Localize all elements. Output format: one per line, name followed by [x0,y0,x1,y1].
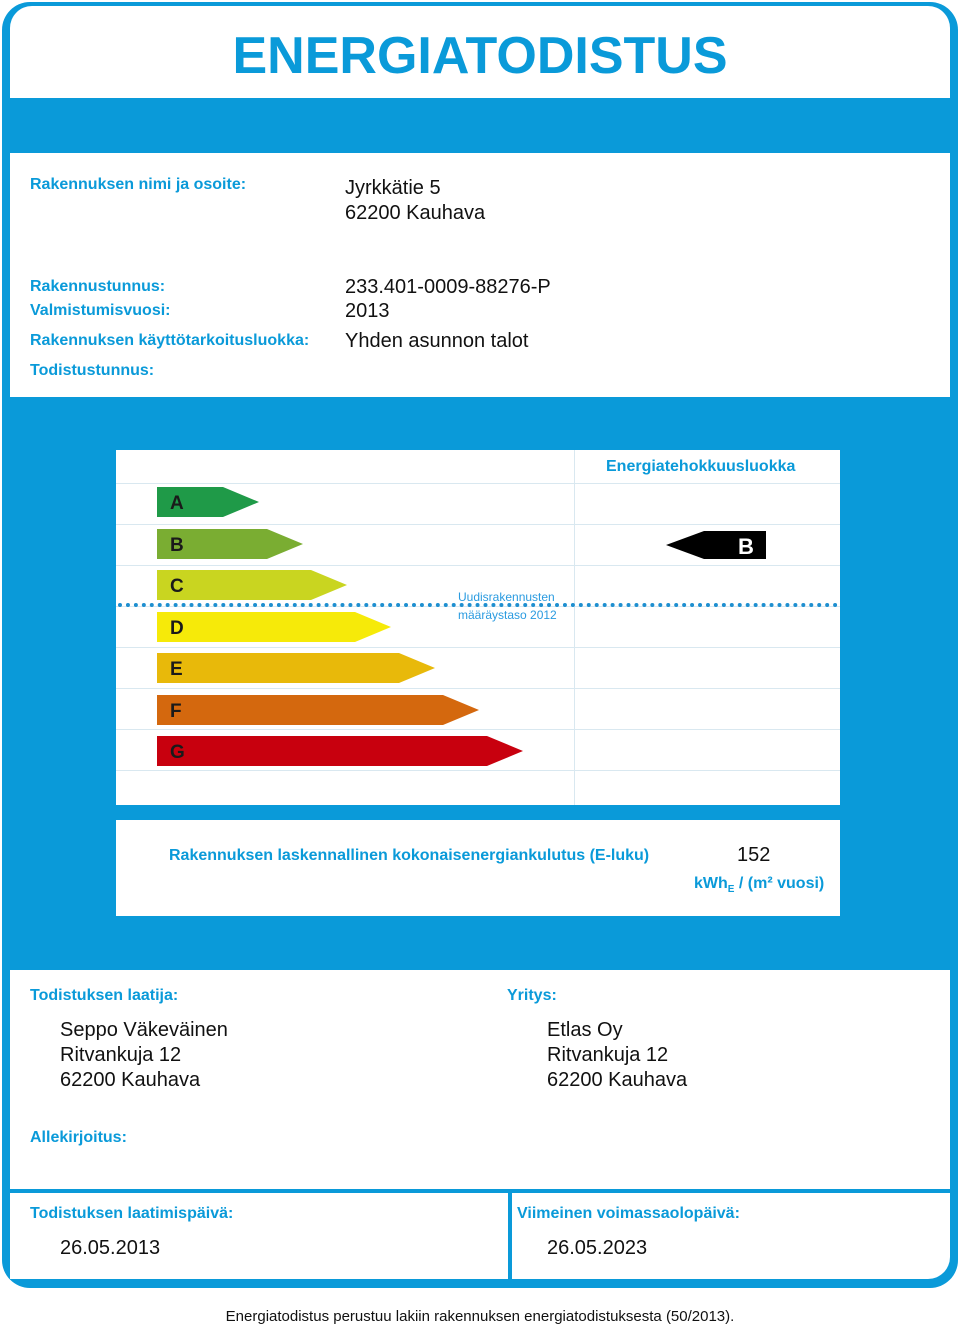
company-label: Yritys: [507,987,557,1004]
company-street: Ritvankuja 12 [547,1044,669,1066]
building-id-value: 233.401-0009-88276-P [345,276,551,298]
regulation-note-2: määräystaso 2012 [458,608,557,622]
unit-sub: E [727,884,735,896]
class-letter: B [170,534,184,556]
grid-divider [574,450,575,805]
class-letter: C [170,576,184,597]
valid-date-label: Viimeinen voimassaolopäivä: [517,1205,740,1222]
regulation-note-1: Uudisrakennusten [458,590,555,604]
class-bar-a [157,487,259,517]
class-bar-g [157,736,523,766]
eluku-label: Rakennuksen laskennallinen kokonaisenergiankulutus (E-luku) [169,847,650,864]
selected-class-letter: B [738,534,754,559]
title-box [10,6,950,98]
use-class-value: Yhden asunnon talot [345,330,529,352]
issued-date-label: Todistuksen laatimispäivä: [30,1205,234,1222]
author-label: Todistuksen laatija: [30,987,179,1004]
eluku-panel [116,820,840,916]
class-letter: G [170,742,185,763]
author-city: 62200 Kauhava [60,1069,201,1091]
class-letter: A [170,493,184,514]
building-id-label: Rakennustunnus: [30,278,166,295]
grid-line [116,647,840,648]
class-bar-b [157,529,303,559]
unit-rest: / (m² vuosi) [734,875,825,892]
class-bar-d [157,612,391,642]
company-city: 62200 Kauhava [547,1069,688,1091]
year-value: 2013 [345,300,390,322]
class-bar-f [157,695,479,725]
grid-line [116,524,840,525]
class-bar-e [157,653,435,683]
page-title: ENERGIATODISTUS [232,27,728,85]
address-line-1: Jyrkkätie 5 [345,177,441,199]
class-letter: E [170,659,183,680]
class-letter: D [170,617,184,639]
grid-line [116,565,840,566]
footer-note: Energiatodistus perustuu lakiin rakennuksen energiatodistuksesta (50/2013). [225,1308,735,1325]
grid-line [116,729,840,730]
eluku-value: 152 [737,844,771,866]
company-name: Etlas Oy [547,1019,623,1041]
signature-label: Allekirjoitus: [30,1129,127,1146]
eluku-unit [694,875,824,895]
grid-line [116,483,840,484]
unit-main: kWh [694,875,728,892]
class-letter: F [170,700,182,722]
class-bar-c [157,570,347,600]
valid-date-value: 26.05.2023 [547,1237,648,1259]
grid-line [116,688,840,689]
issued-date-value: 26.05.2013 [60,1237,161,1259]
use-class-label: Rakennuksen käyttötarkoitusluokka: [30,332,310,349]
author-name: Seppo Väkeväinen [60,1019,228,1041]
grid-line [116,770,840,771]
address-line-2: 62200 Kauhava [345,202,486,224]
author-street: Ritvankuja 12 [60,1044,182,1066]
certificate-id-label: Todistustunnus: [30,362,155,379]
scale-header: Energiatehokkuusluokka [606,458,796,475]
year-label: Valmistumisvuosi: [30,302,171,319]
building-name-label: Rakennuksen nimi ja osoite: [30,176,247,193]
selected-class-arrow [666,531,766,559]
